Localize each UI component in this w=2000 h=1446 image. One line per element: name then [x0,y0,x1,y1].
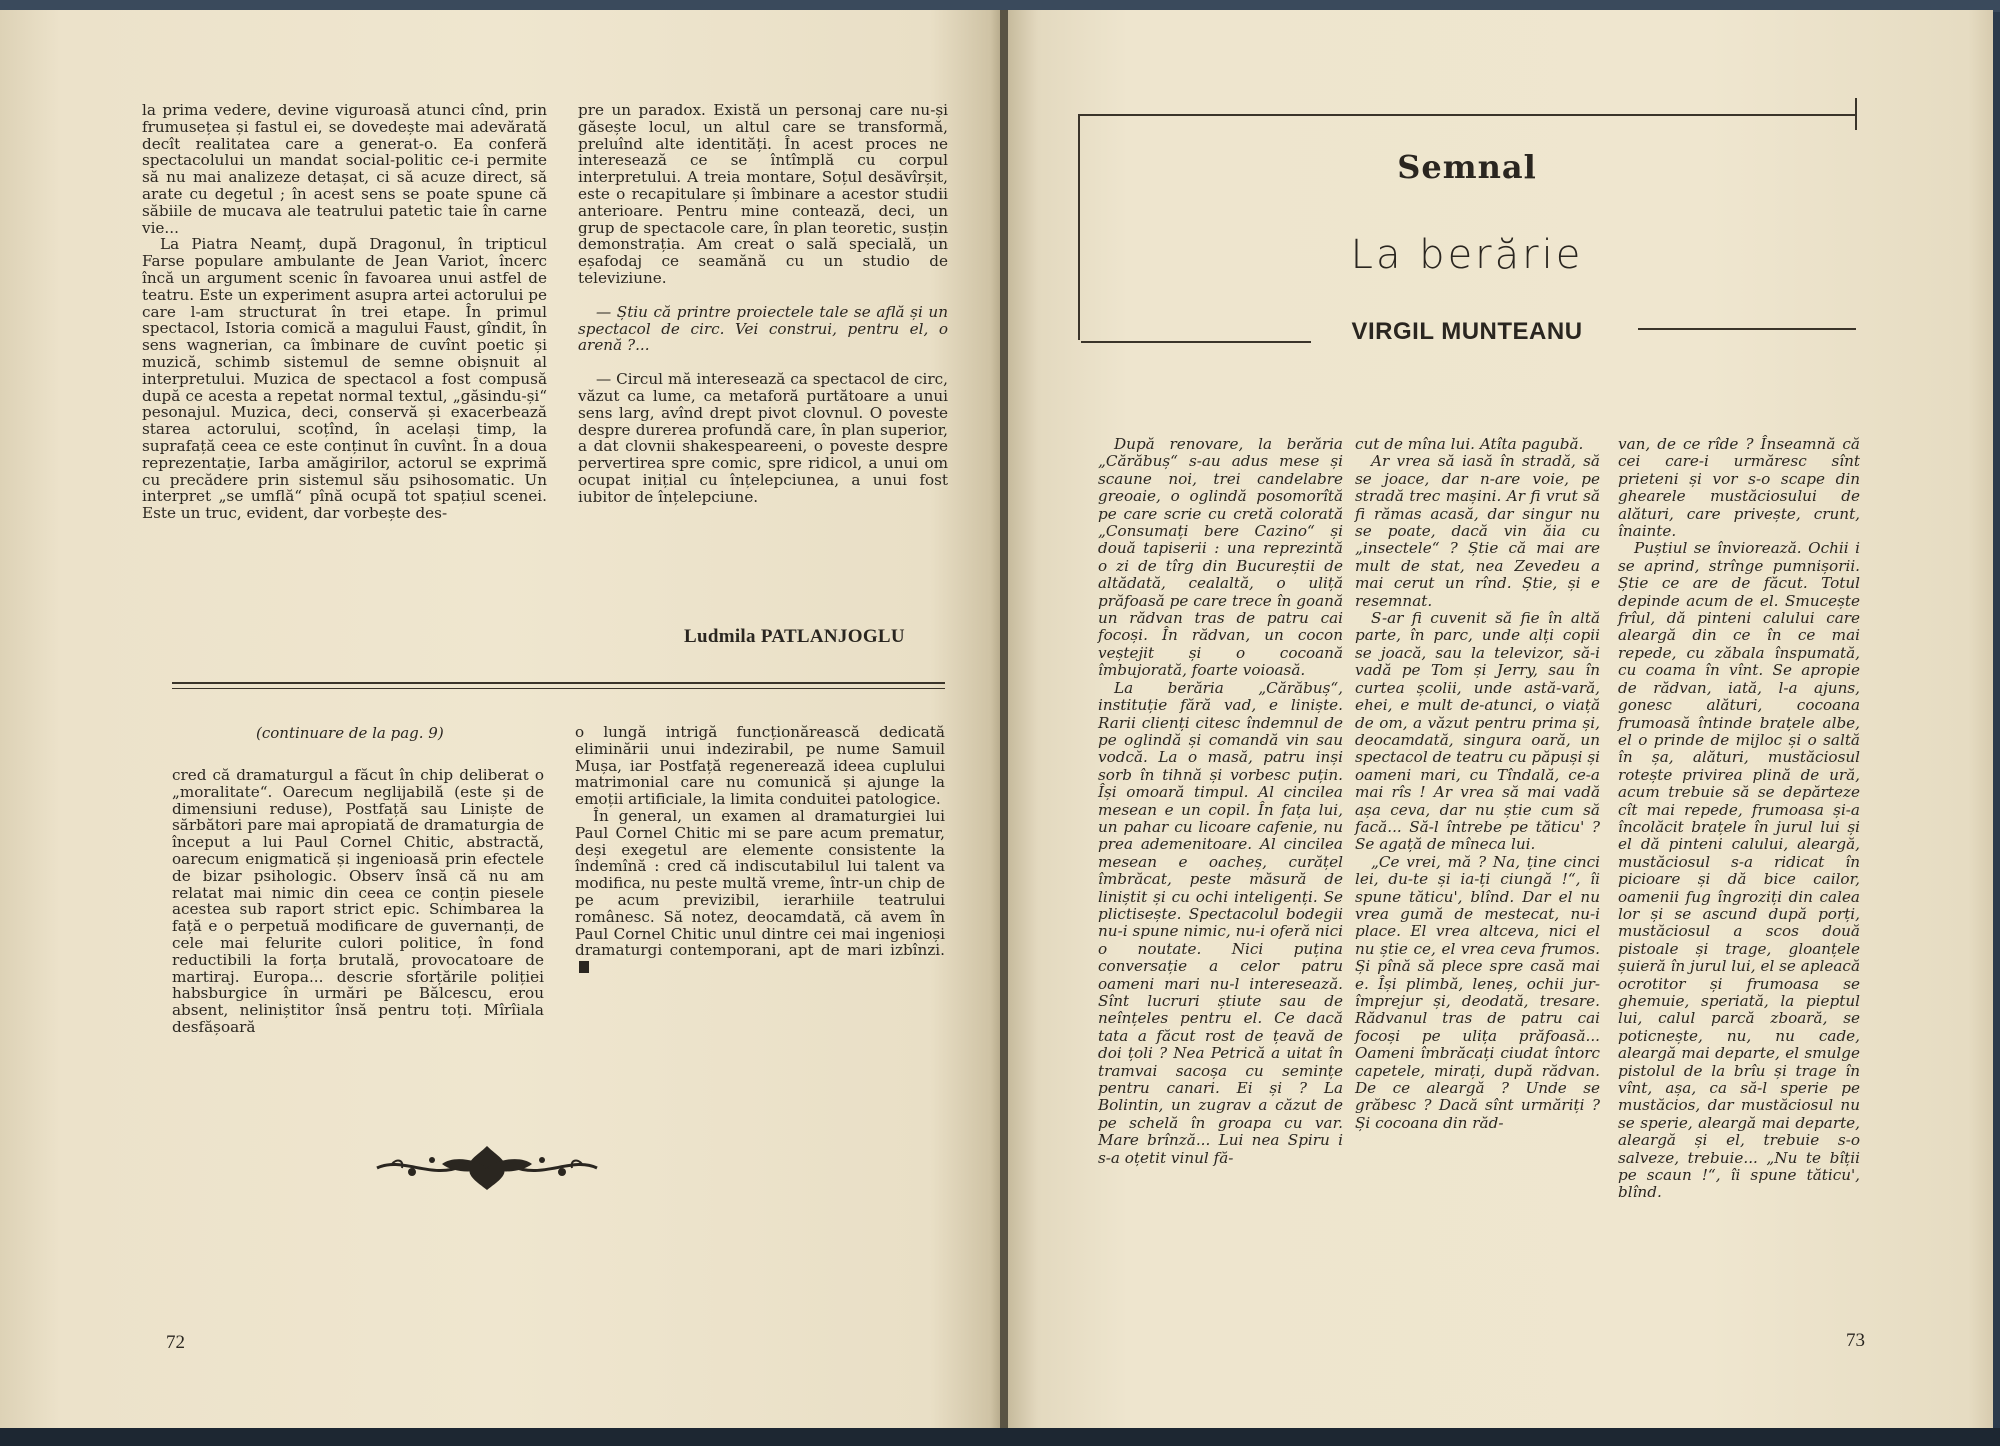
interview-question: — Știu că printre proiectele tale se află și un spectacol de circ. Vei construi, pentru el, o arenă ?... [578,302,948,355]
paragraph: pre un paradox. Există un personaj care nu-și găsește locul, un altul care se transformă, preluînd alte identități. În acest proces ne interesează ce se întîmplă cu corpul interpretului. A treia montare, Soțul desăvîrșit, este o recapitulare și îmbinare a acestor studii anterioare. Pentru mine contează, deci, un grup de spectacole care, în plan teoretic, susțin demonstrația. Am creat o sală specială, un eșafodaj ce seamănă cu un studio de televiziune. [578,101,948,287]
story-column-3 [1618,436,1860,1202]
paragraph [575,808,945,976]
paragraph: La berăria „Cărăbuș“, instituție fără vad, e liniște. Rarii clienți citesc îndemnul de pe oglindă și comandă vin sau vodcă. La o masă, patru inși sorb în tihnă și vorbesc puțin. Își omoară timpul. Al cincilea mesean e un copil. În fața lui, un pahar cu licoare cafenie, nu prea ademenitoare. Al cincilea mesean e oacheș, curățel îmbrăcat, peste măsură de liniștit și cu ochi inteligenți. Se plictisește. Spectacolul bodegii nu-i spune nimic, nu-i oferă nici o noutate. Nici puțina conversație a celor patru oameni mari nu-l interesează. Sînt lucruri știute sau de neînțeles pentru el. Ce dacă tata a făcut rost de țeavă de doi țoli ? Nea Petrică a uitat în tramvai sacoșa cu semințe pentru canari. Ei și ? La Bolintin, un zugrav a căzut de pe schelă în groapa cu var. Mare brînză... Lui nea Spiru i s-a oțetit vinul fă- [1098,678,1343,1167]
end-of-article-mark [579,961,589,973]
paragraph: cut de mîna lui. Atîta pagubă. [1355,435,1584,453]
floral-ornament [372,1138,602,1194]
title-frame-right [1855,98,1857,130]
section-rule [172,688,945,689]
paragraph: van, de ce rîde ? Înseamnă că cei care-i urmăresc sînt prieteni și vor s-o scape din ghearele mustăciosului de alături, care privește, crunt, înainte. [1618,435,1860,541]
rubric-title: Semnal [1397,148,1537,186]
scan-background-bottom [0,1428,2000,1446]
interview-column-1 [142,102,547,522]
story-title: La berărie [1350,232,1584,278]
paragraph: Puștiul se înviorează. Ochii i se aprind, strînge pumnișorii. Știe ce are de făcut. Totul depinde acum de el. Smucește frîul, dă pinteni calului care aleargă din ce în ce mai repede, cu zăbala înspumată, cu coama în vînt. Se apropie de rădvan, iată, l-a ajuns, gonesc alături, cocoana frumoasă întinde brațele albe, el o prinde de mijloc și o saltă în șa, alături, mustăciosul rotește privirea plină de ură, acum trebuie să se depărteze cît mai repede, frumoasa și-a încolăcit brațele în jurul lui și el dă pinteni calului, aleargă, mustăciosul s-a ridicat în picioare și dă bice cailor, oamenii fug îngroziți din calea lor și se ascund după porți, mustăciosul a scos două pistoale și trage, gloanțele șuieră în jurul lui, el se apleacă ocrotitor și frumoasa se ghemuie, speriată, la pieptul lui, calul parcă zboară, se poticnește, nu, nu cade, aleargă mai departe, el smulge pistolul de la brîu și trage în vînt, așa, ca să-l sperie pe mustăcios, dar mustăciosul nu se sperie, aleargă mai departe, aleargă și el, trebuie s-o salveze, trebuie... „Nu te bîții pe scaun !“, îi spune tăticu', blînd. [1618,539,1860,1202]
story-author: VIRGIL MUNTEANU [1351,318,1583,345]
paragraph: o lungă intrigă funcționărească dedicată eliminării unui indezirabil, pe nume Samuil Mușa, iar Postfață regenerează ideea cuplului matrimonial care nu comunică și ajunge la emoții artificiale, la limita conduitei patologice. [575,723,945,809]
page-number: 72 [166,1332,185,1353]
paragraph-text: În general, un examen al dramaturgiei lui Paul Cornel Chitic mi se pare acum prematur, deși exegetul are elemente consistente la îndemînă : cred că indiscutabilul lui talent va modifica, nu peste multă vreme, într-un chip de pe acum previzibil, ierarhiile teatrului românesc. Să notez, deocamdată, că avem în Paul Cornel Chitic unul dintre cei mai ingenioși dramaturgi contemporani, apt de mari izbînzi. [575,806,945,960]
left-page [0,10,1000,1428]
interview-answer: — Circul mă interesează ca spectacol de circ, văzut ca lume, ca metaforă purtătoare a unui sens larg, avînd drept pivot clovnul. O poveste despre durerea profundă care, în plan superior, a dat clovnii shakespeareeni, o poveste despre pervertirea spre comic, spre ridicol, a unui om ocupat inițial cu înțelepciunea, a unui fost iubitor de înțelepciune. [578,370,948,506]
page-number: 73 [1846,1330,1865,1351]
byline: Ludmila PATLANJOGLU [684,626,905,647]
paragraph: După renovare, la berăria „Cărăbuș“ s-au adus mese și scaune noi, trei candelabre greoaie, o oglindă posomorîtă pe care scrie cu cretă colorată „Consumați bere Cazino“ și două tapiserii : una reprezintă o zi de tîrg din Bucureștii de altădată, cealaltă, o uliță prăfoasă pe care trece în goană un rădvan tras de patru cai focoși. În rădvan, un cocon veștejit și o cocoană îmbujorată, foarte voioasă. [1098,435,1343,680]
review-column-1 [172,767,544,1036]
paragraph: cred că dramaturgul a făcut în chip deliberat o „moralitate“. Oarecum neglijabilă (este și de dimensiuni reduse), Postfață sau Liniște de sărbători pare mai apropiată de dramaturgia de început a lui Paul Cornel Chitic, abstractă, oarecum enigmatică și ingenioasă prin efectele de bizar psihologic. Observ însă că nu am relatat mai nimic din ceea ce conțin piesele acestea sub raport strict epic. Schimbarea la față e o perpetuă modificare de guvernanți, de cele mai felurite culori politice, în fond reductibili la forța brutală, provocatoare de martiraj. Europa... descrie sforțările poliției habsburgice în urmări pe Bălcescu, erou absent, neliniștitor însă pentru toți. Mîrîiala desfășoară [172,766,544,1036]
story-column-2 [1355,436,1600,1132]
paragraph: „Ce vrei, mă ? Na, ține cinci lei, du-te și ia-ți ciungă !“, îi spune tăticu', blînd. Dar el nu vrea gumă de mestecat, nu-i place. El vrea altceva, nici el nu știe ce, el vrea ceva frumos. Și pînă să plece spre casă mai e. Își plimbă, leneș, ochii jur-împrejur și, deodată, tresare. Rădvanul tras de patru cai focoși pe ulița prăfoasă... Oameni îmbrăcați ciudat întorc capetele, mirați, după rădvan. De ce aleargă ? Unde se grăbesc ? Dacă sînt urmăriți ? Și cocoana din răd- [1355,852,1600,1132]
interview-column-2 [578,102,948,506]
paragraph: La Piatra Neamț, după Dragonul, în tripticul Farse populare ambulante de Jean Variot, încerc încă un argument scenic în favoarea unui astfel de teatru. Este un experiment asupra artei actorului pe care l-am structurat în trei etape. În primul spectacol, Istoria comică a magului Faust, gîndit, în sens wagnerian, ca îmbinare de cuvînt poetic și muzică, schimb sistemul de semne obișnuit al interpretului. Muzica de spectacol a fost compusă după ce acesta a repetat normal textul, „găsindu-și“ pesonajul. Muzica, deci, conservă și exacerbează starea actorului, scoțînd, în același timp, la suprafață ceea ce este conținut în cuvînt. În a doua reprezentație, Iarba amăgirilor, actorul se exprimă cu precădere prin sistemul său psihosomatic. Un interpret „se umflă“ pînă ocupă tot spațiul scenei. Este un truc, evident, dar vorbește des- [142,235,547,523]
right-page [1008,10,1993,1428]
section-rule [172,682,945,684]
review-column-2 [575,724,945,976]
continuation-note: (continuare de la pag. 9) [256,724,444,742]
book-gutter [1000,10,1008,1428]
paragraph: la prima vedere, devine viguroasă atunci cînd, prin frumusețea și fastul ei, se dovedește mai adevărată decît realitatea care a generat-o. Ea conferă spectacolului un mandat social-politic ce-i permite să nu mai analizeze detașat, ci să acuze direct, să arate cu degetul ; în acest sens se poate spune că săbiile de mucava ale teatrului patetic taie în carne vie... [142,101,547,237]
paragraph: Ar vrea să iasă în stradă, să se joace, dar n-are voie, pe stradă trec mașini. Ar fi vrut să fi rămas acasă, dar singur nu se poate, dacă vin ăia cu „insectele“ ? Știe că mai are mult de stat, nea Zevedeu a mai cerut un rînd. Știe, și e resemnat. [1355,452,1600,610]
story-column-1 [1098,436,1343,1167]
title-frame-top [1078,114,1856,116]
paragraph: S-ar fi cuvenit să fie în altă parte, în parc, unde alți copii se joacă, sau la televizor, să-i vadă pe Tom și Jerry, sau în curtea școlii, unde astă-vară, ehei, e mult de-atunci, o viață de om, a văzut pentru prima și, deocamdată, singura oară, un spectacol de teatru cu păpuși și oameni mari, cu Tîndală, ce-a mai rîs ! Ar vrea să mai vadă așa ceva, dar nu știe cum să facă... Să-l întrebe pe tăticu' ? Se agață de mîneca lui. [1355,609,1600,854]
